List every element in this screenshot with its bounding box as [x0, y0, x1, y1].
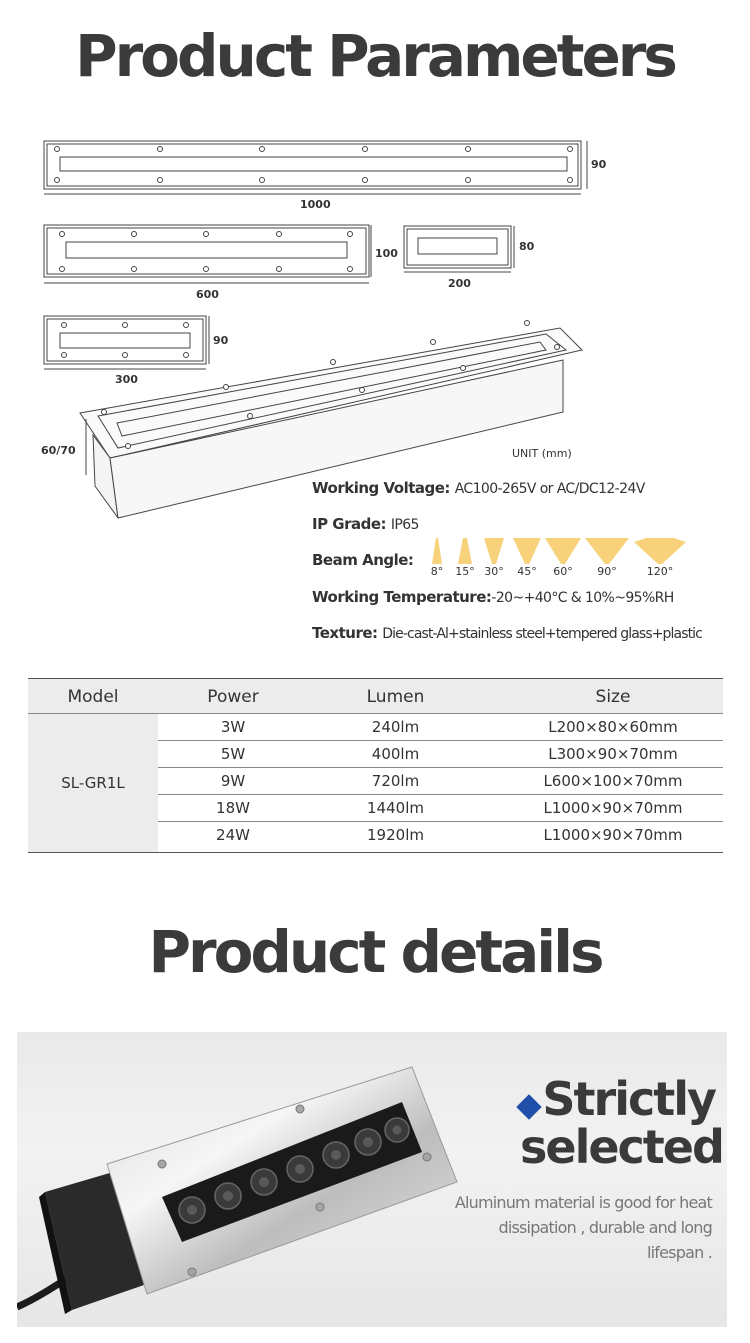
spec-texture	[312, 624, 702, 642]
table-row	[158, 768, 723, 795]
cell-size: L300×90×70mm	[548, 745, 678, 763]
beam-15	[453, 538, 477, 578]
cell-lumen: 1920lm	[367, 826, 424, 844]
dim-1000-height: 90	[591, 158, 607, 171]
cell-power: 9W	[220, 772, 246, 790]
details-body: Aluminum material is good for heat dissipation , durable and long lifespan .	[454, 1193, 712, 1262]
table-row	[158, 714, 723, 741]
cell-lumen: 240lm	[371, 718, 420, 736]
dim-200-length: 200	[448, 277, 471, 290]
table-row	[158, 795, 723, 822]
beam-120-label: 120°	[646, 565, 674, 578]
cell-power: 3W	[220, 718, 246, 736]
beam-45-label: 45°	[517, 565, 537, 578]
cell-lumen: 720lm	[371, 772, 420, 790]
beam-45	[512, 538, 542, 578]
spec-ip-value: IP65	[390, 517, 419, 533]
table-row	[158, 741, 723, 768]
beam-90-label: 90°	[597, 565, 617, 578]
spec-temperature-label: Working Temperature:	[312, 588, 492, 606]
beam-60-label: 60°	[553, 565, 573, 578]
table-body	[28, 714, 723, 852]
table-header	[28, 679, 723, 714]
cell-power: 5W	[220, 745, 246, 763]
beam-60	[544, 538, 582, 578]
spec-texture-value: Die-cast-Al+stainless steel+tempered glass+plastic	[382, 626, 702, 642]
beam-45-icon	[513, 538, 541, 564]
spec-ip-label: IP Grade:	[312, 515, 387, 533]
dim-depth: 60/70	[41, 444, 76, 457]
cell-size: L1000×90×70mm	[543, 826, 683, 844]
technical-drawing	[0, 130, 750, 530]
dim-1000-length: 1000	[300, 198, 331, 211]
spec-texture-label: Texture:	[312, 624, 378, 642]
drawing-200-outer	[404, 226, 511, 268]
spec-ip	[312, 515, 419, 533]
beam-8-icon	[432, 538, 442, 564]
details-heading-line1: Strictly	[542, 1072, 715, 1126]
beam-8-label: 8°	[430, 565, 444, 578]
cell-size: L600×100×70mm	[543, 772, 683, 790]
unit-label: UNIT (mm)	[512, 447, 572, 460]
drawing-1000-outer	[44, 141, 581, 189]
dim-300-length: 300	[115, 373, 138, 386]
model-cell: SL-GR1L	[28, 714, 158, 852]
beam-30-icon	[484, 538, 504, 564]
beam-8	[427, 538, 447, 578]
spec-temperature-value: -20~+40°C & 10%~95%RH	[491, 590, 674, 606]
cell-power: 24W	[216, 826, 250, 844]
beam-60-icon	[545, 538, 581, 564]
details-heading-line2: selected	[520, 1120, 723, 1174]
beam-30	[482, 538, 506, 578]
details-heading	[520, 1072, 723, 1174]
cell-lumen: 1440lm	[367, 799, 424, 817]
dim-300-height: 90	[213, 334, 229, 347]
beam-15-icon	[458, 538, 472, 564]
spec-voltage-value: AC100-265V or AC/DC12-24V	[454, 481, 645, 497]
beam-120	[634, 538, 686, 578]
cell-size: L1000×90×70mm	[543, 799, 683, 817]
spec-voltage	[312, 479, 645, 497]
spec-beam-label: Beam Angle:	[312, 551, 414, 569]
cell-power: 18W	[216, 799, 250, 817]
cell-lumen: 400lm	[371, 745, 420, 763]
spec-voltage-label: Working Voltage:	[312, 479, 450, 497]
dim-200-height: 80	[519, 240, 535, 253]
header-lumen: Lumen	[366, 687, 425, 707]
beam-30-label: 30°	[484, 565, 504, 578]
page-title-parameters: Product Parameters	[75, 22, 675, 90]
beam-15-label: 15°	[455, 565, 475, 578]
spec-temperature	[312, 588, 674, 606]
header-power: Power	[207, 687, 259, 707]
beam-120-icon	[634, 538, 686, 564]
beam-90	[585, 538, 629, 578]
header-size: Size	[595, 687, 631, 707]
dim-600-length: 600	[196, 288, 219, 301]
spec-table	[28, 678, 723, 853]
table-row	[158, 822, 723, 849]
beam-90-icon	[585, 538, 629, 564]
page-title-details: Product details	[148, 918, 602, 986]
header-model: Model	[67, 687, 119, 707]
spec-beam	[312, 551, 413, 569]
dim-600-height: 100	[375, 247, 398, 260]
cell-size: L200×80×60mm	[548, 718, 678, 736]
